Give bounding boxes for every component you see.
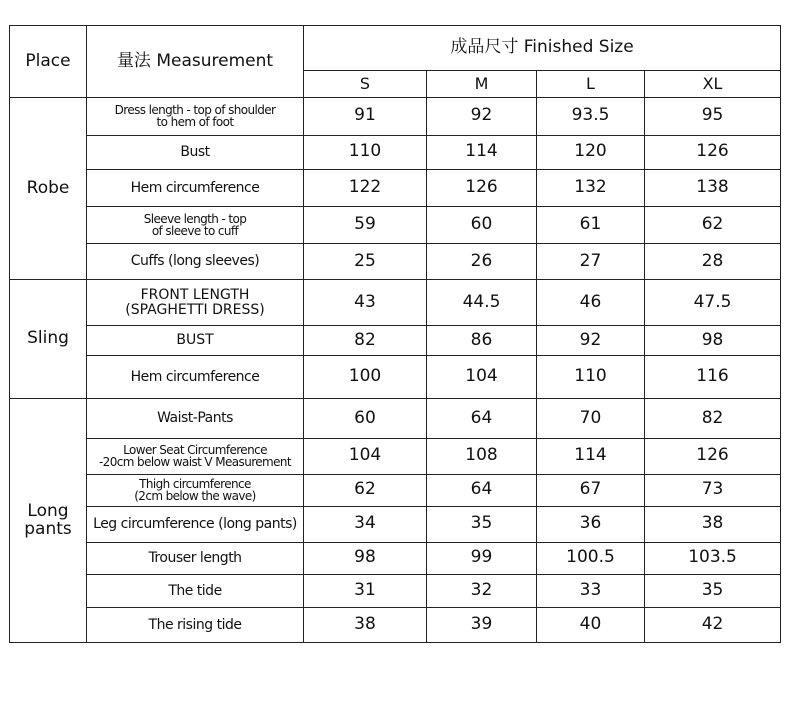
table-row	[10, 244, 781, 280]
size-value-m: 60	[427, 206, 537, 244]
size-value-m: 32	[427, 574, 537, 607]
size-value-xl: 47.5	[645, 280, 781, 326]
size-value-xl: 28	[645, 244, 781, 280]
table-header	[10, 26, 781, 98]
table-row	[10, 356, 781, 399]
place-group-label: Sling	[10, 280, 87, 399]
size-value-xl: 42	[645, 608, 781, 643]
table-row	[10, 474, 781, 506]
table-row	[10, 506, 781, 542]
size-value-m: 99	[427, 542, 537, 574]
size-value-s: 43	[304, 280, 427, 326]
size-value-l: 114	[537, 438, 645, 474]
size-value-m: 35	[427, 506, 537, 542]
measurement-label: Leg circumference (long pants)	[87, 506, 304, 542]
size-value-l: 61	[537, 206, 645, 244]
size-value-xl: 126	[645, 135, 781, 170]
finished-size-header: 成品尺寸 Finished Size	[304, 26, 781, 71]
table-body	[10, 98, 781, 643]
size-value-l: 36	[537, 506, 645, 542]
table-row	[10, 98, 781, 136]
size-value-xl: 62	[645, 206, 781, 244]
size-value-m: 92	[427, 98, 537, 136]
size-value-xl: 98	[645, 326, 781, 356]
size-value-s: 82	[304, 326, 427, 356]
size-value-m: 126	[427, 170, 537, 207]
table-row	[10, 399, 781, 439]
size-value-l: 132	[537, 170, 645, 207]
size-value-s: 31	[304, 574, 427, 607]
size-value-s: 100	[304, 356, 427, 399]
size-value-l: 92	[537, 326, 645, 356]
size-value-l: 33	[537, 574, 645, 607]
size-value-l: 27	[537, 244, 645, 280]
size-value-xl: 95	[645, 98, 781, 136]
table-row	[10, 206, 781, 244]
place-group-label: Robe	[10, 98, 87, 280]
measurement-label: Cuffs (long sleeves)	[87, 244, 304, 280]
size-value-m: 44.5	[427, 280, 537, 326]
size-value-m: 26	[427, 244, 537, 280]
size-value-l: 46	[537, 280, 645, 326]
size-value-s: 91	[304, 98, 427, 136]
size-value-xl: 38	[645, 506, 781, 542]
table-row	[10, 280, 781, 326]
size-value-l: 70	[537, 399, 645, 439]
size-value-xl: 138	[645, 170, 781, 207]
measurement-label: Bust	[87, 135, 304, 170]
size-value-xl: 126	[645, 438, 781, 474]
size-header-m: M	[427, 71, 537, 98]
size-value-m: 104	[427, 356, 537, 399]
size-value-xl: 103.5	[645, 542, 781, 574]
measurement-label: Trouser length	[87, 542, 304, 574]
size-value-m: 64	[427, 474, 537, 506]
measurement-label: Lower Seat Circumference -20cm below waist V Measurement	[87, 438, 304, 474]
size-value-s: 34	[304, 506, 427, 542]
place-group-label: Long pants	[10, 399, 87, 643]
size-value-l: 120	[537, 135, 645, 170]
size-value-m: 114	[427, 135, 537, 170]
size-chart-table	[9, 25, 781, 643]
size-value-l: 40	[537, 608, 645, 643]
size-header-xl: XL	[645, 71, 781, 98]
table-row	[10, 135, 781, 170]
measurement-label: Sleeve length - top of sleeve to cuff	[87, 206, 304, 244]
table-row	[10, 574, 781, 607]
size-value-m: 39	[427, 608, 537, 643]
size-value-xl: 82	[645, 399, 781, 439]
measurement-label: Hem circumference	[87, 356, 304, 399]
table-row	[10, 170, 781, 207]
size-value-s: 59	[304, 206, 427, 244]
size-value-l: 93.5	[537, 98, 645, 136]
size-value-l: 100.5	[537, 542, 645, 574]
size-value-s: 38	[304, 608, 427, 643]
size-value-s: 60	[304, 399, 427, 439]
size-value-l: 67	[537, 474, 645, 506]
table-row	[10, 608, 781, 643]
table-row	[10, 542, 781, 574]
measurement-label: The rising tide	[87, 608, 304, 643]
size-value-m: 86	[427, 326, 537, 356]
measurement-label: FRONT LENGTH (SPAGHETTI DRESS)	[87, 280, 304, 326]
measurement-label: Thigh circumference (2cm below the wave)	[87, 474, 304, 506]
measurement-label: Waist-Pants	[87, 399, 304, 439]
size-value-l: 110	[537, 356, 645, 399]
size-value-m: 108	[427, 438, 537, 474]
size-value-xl: 116	[645, 356, 781, 399]
measurement-label: Dress length - top of shoulder to hem of foot	[87, 98, 304, 136]
size-value-s: 104	[304, 438, 427, 474]
measurement-label: Hem circumference	[87, 170, 304, 207]
size-value-s: 25	[304, 244, 427, 280]
size-value-m: 64	[427, 399, 537, 439]
measurement-header: 量法 Measurement	[87, 26, 304, 98]
size-value-s: 98	[304, 542, 427, 574]
size-value-s: 62	[304, 474, 427, 506]
size-value-s: 110	[304, 135, 427, 170]
size-value-xl: 73	[645, 474, 781, 506]
table-row	[10, 438, 781, 474]
table-row	[10, 326, 781, 356]
measurement-label: The tide	[87, 574, 304, 607]
size-header-s: S	[304, 71, 427, 98]
size-value-s: 122	[304, 170, 427, 207]
measurement-label: BUST	[87, 326, 304, 356]
size-header-l: L	[537, 71, 645, 98]
size-value-xl: 35	[645, 574, 781, 607]
place-header: Place	[10, 26, 87, 98]
